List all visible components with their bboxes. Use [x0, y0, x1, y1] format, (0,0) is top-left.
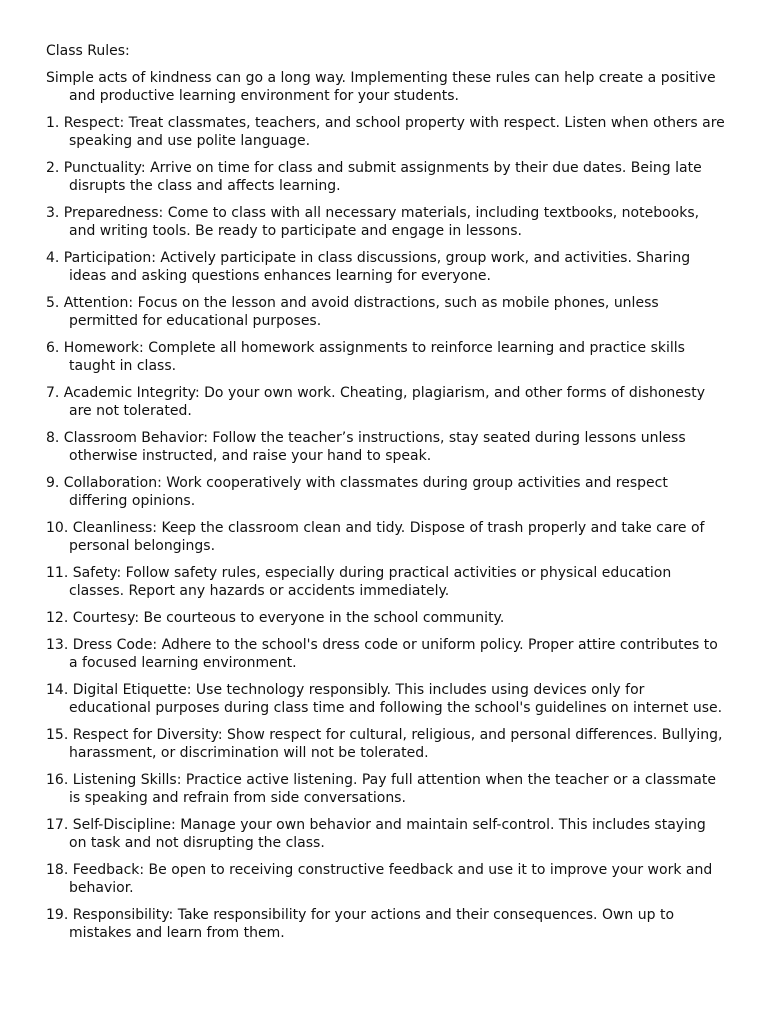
rule-item-1: 1. Respect: Treat classmates, teachers, and school property with respect. Listen when others are speaking and use polite language. — [46, 115, 725, 149]
intro-paragraph: Simple acts of kindness can go a long way. Implementing these rules can help create a positive and productive learning environment for your students. — [46, 70, 716, 104]
rule-item-4: 4. Participation: Actively participate in class discussions, group work, and activities. Sharing ideas and asking questions enhances learning for everyone. — [46, 250, 691, 284]
document-page — [46, 42, 726, 951]
rule-item-19: 19. Responsibility: Take responsibility for your actions and their consequences. Own up to mistakes and learn from them. — [46, 907, 675, 941]
rule-item-3: 3. Preparedness: Come to class with all necessary materials, including textbooks, notebooks, and writing tools. Be ready to participate and engage in lessons. — [46, 205, 700, 239]
rule-item-11: 11. Safety: Follow safety rules, especially during practical activities or physical education classes. Report any hazards or accidents immediately. — [46, 565, 672, 599]
rule-item-13: 13. Dress Code: Adhere to the school's dress code or uniform policy. Proper attire contributes to a focused learning environment. — [46, 637, 718, 671]
rule-item-7: 7. Academic Integrity: Do your own work. Cheating, plagiarism, and other forms of dishonesty are not tolerated. — [46, 385, 705, 419]
rule-item-10: 10. Cleanliness: Keep the classroom clean and tidy. Dispose of trash properly and take care of personal belongings. — [46, 520, 705, 554]
document-title: Class Rules: — [46, 43, 130, 59]
rule-item-14: 14. Digital Etiquette: Use technology responsibly. This includes using devices only for educational purposes during class time and following the school's guidelines on internet use. — [46, 682, 723, 716]
rule-item-15: 15. Respect for Diversity: Show respect for cultural, religious, and personal differences. Bullying, harassment, or discrimination will not be tolerated. — [46, 727, 723, 761]
rule-item-16: 16. Listening Skills: Practice active listening. Pay full attention when the teacher or a classmate is speaking and refrain from side conversations. — [46, 772, 716, 806]
rule-item-5: 5. Attention: Focus on the lesson and avoid distractions, such as mobile phones, unless permitted for educational purposes. — [46, 295, 659, 329]
rule-item-12: 12. Courtesy: Be courteous to everyone in the school community. — [46, 610, 505, 626]
rule-item-17: 17. Self-Discipline: Manage your own behavior and maintain self-control. This includes staying on task and not disrupting the class. — [46, 817, 706, 851]
rule-item-6: 6. Homework: Complete all homework assignments to reinforce learning and practice skills taught in class. — [46, 340, 685, 374]
rule-item-18: 18. Feedback: Be open to receiving constructive feedback and use it to improve your work and behavior. — [46, 862, 713, 896]
rule-item-8: 8. Classroom Behavior: Follow the teacher’s instructions, stay seated during lessons unless otherwise instructed, and raise your hand to speak. — [46, 430, 686, 464]
rules-list — [46, 114, 726, 942]
rule-item-9: 9. Collaboration: Work cooperatively with classmates during group activities and respect differing opinions. — [46, 475, 668, 509]
rule-item-2: 2. Punctuality: Arrive on time for class and submit assignments by their due dates. Being late disrupts the class and affects learning. — [46, 160, 702, 194]
